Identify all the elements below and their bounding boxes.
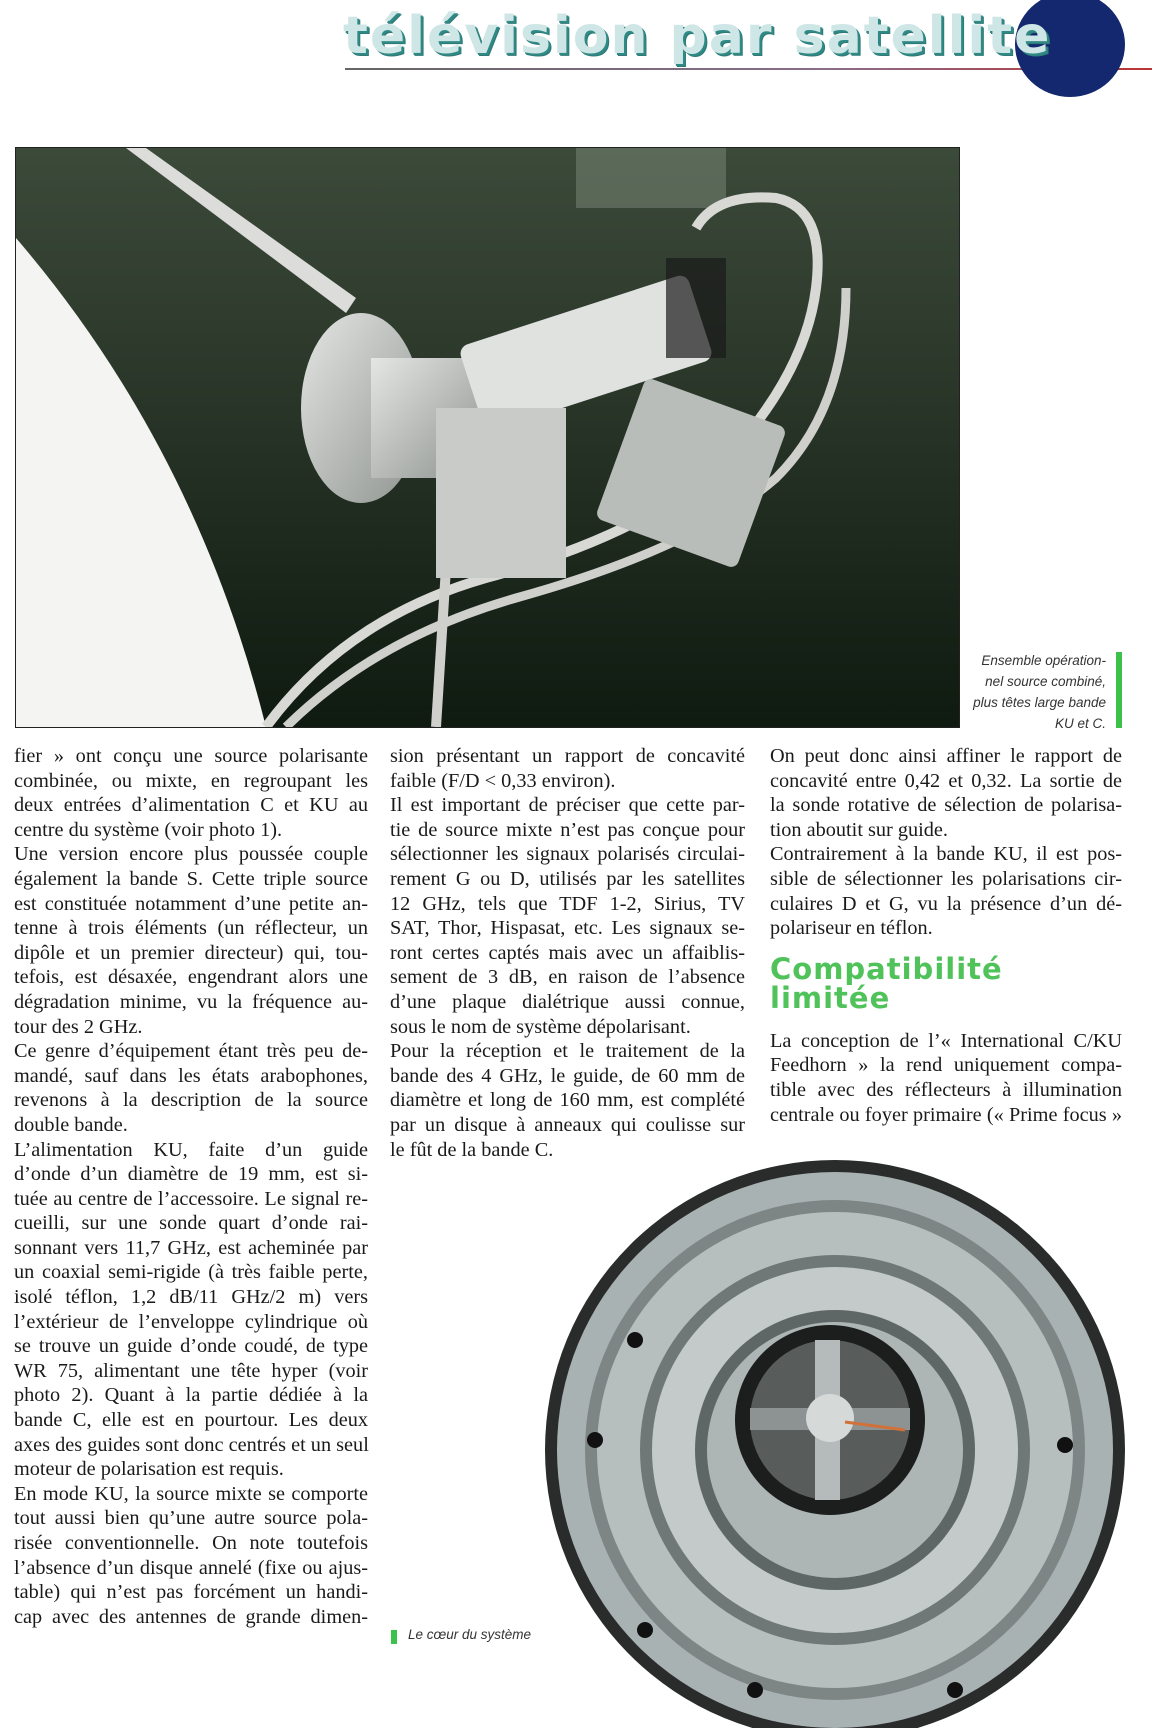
text-line: En mode KU, la source mixte se comporte — [14, 1482, 368, 1505]
text-line: cueilli, sur une sonde quart d’onde rai- — [14, 1212, 368, 1235]
text-line: combinée, ou mixte, en regroupant les — [14, 769, 368, 792]
paragraph — [390, 793, 745, 1039]
photo2-caption: Le cœur du système — [408, 1627, 532, 1642]
photo1-caption — [960, 650, 1106, 734]
text-line: isolé téflon, 1,2 dB/11 GHz/2 m) vers — [14, 1286, 368, 1309]
text-line: Il est important de préciser que cette par- — [390, 794, 745, 817]
text-line: tout aussi bien qu’une autre source pola- — [14, 1507, 368, 1530]
paragraph — [390, 744, 745, 793]
text-line: tuée au centre de l’accessoire. Le signal re- — [14, 1187, 368, 1210]
text-line: sonnant vers 11,7 GHz, est acheminée par — [14, 1236, 368, 1259]
text-line: sement de 3 dB, en raison de l’absence — [390, 966, 745, 989]
text-line: le fût de la bande C. — [390, 1138, 554, 1161]
paragraph — [14, 744, 368, 842]
text-line: revenons à la description de la source — [14, 1089, 368, 1112]
text-line: WR 75, alimentant une tête hyper (voir — [14, 1359, 368, 1382]
text-line: tion aboutit sur guide. — [770, 818, 949, 841]
text-line: Compatibilité — [770, 951, 1003, 986]
text-line: également la bande S. Cette triple source — [14, 867, 368, 890]
caption-line: KU et C. — [1054, 716, 1106, 731]
text-line: tour des 2 GHz. — [14, 1015, 143, 1038]
text-line: moteur de polarisation est requis. — [14, 1458, 284, 1481]
text-line: se trouve un guide d’onde coudé, de type — [14, 1335, 368, 1358]
text-line: axes des guides sont donc centrés et un seul — [14, 1433, 369, 1456]
text-line: La conception de l’« International C/KU — [770, 1029, 1122, 1052]
article-column-3 — [770, 744, 1122, 1127]
text-line: par un disque à anneaux qui coulisse sur — [390, 1113, 745, 1136]
section-heading — [770, 951, 1122, 1015]
text-line: culaires D et G, vu la présence d’un dé- — [770, 892, 1122, 915]
text-line: polariseur en téflon. — [770, 917, 933, 940]
text-line: dipôle et un premier directeur) qui, tou- — [14, 941, 368, 964]
text-line: photo 2). Quant à la partie dédiée à la — [14, 1384, 368, 1407]
paragraph — [14, 1039, 368, 1137]
text-line: cap avec des antennes de grande dimen- — [14, 1605, 368, 1628]
caption-accent-bar — [391, 1630, 397, 1644]
text-line: tie de source mixte n’est pas conçue pour — [390, 818, 745, 841]
photo-feedhorn-assembly — [15, 147, 960, 728]
text-line: sible de sélectionner les polarisations cir- — [770, 867, 1122, 890]
article-column-1 — [14, 744, 368, 1629]
text-line: concavité entre 0,42 et 0,32. La sortie de — [770, 769, 1122, 792]
text-line: table) qui n’est pas forcément un handi- — [14, 1581, 368, 1604]
text-line: bande des 4 GHz, le guide, de 60 mm de — [390, 1064, 745, 1087]
text-line: d’onde d’un diamètre de 19 mm, est si- — [14, 1163, 368, 1186]
text-line: L’alimentation KU, faite d’un guide — [14, 1138, 368, 1161]
text-line: l’absence d’un disque annelé (fixe ou ajus- — [14, 1556, 368, 1579]
text-line: double bande. — [14, 1113, 128, 1136]
text-line: faible (F/D < 0,33 environ). — [390, 769, 616, 792]
text-line: sélectionner les signaux polarisés circulai- — [390, 843, 745, 866]
text-line: sion présentant un rapport de concavité — [390, 745, 745, 767]
article-column-2 — [390, 744, 745, 1162]
text-line: Une version encore plus poussée couple — [14, 843, 368, 866]
text-line: Contrairement à la bande KU, il est pos- — [770, 843, 1122, 866]
text-line: limitée — [770, 980, 891, 1015]
text-line: Pour la réception et le traitement de la — [390, 1040, 745, 1063]
text-line: fier » ont conçu une source polarisante — [14, 745, 368, 767]
paragraph — [770, 842, 1122, 940]
text-line: risée conventionnelle. On note toutefois — [14, 1532, 368, 1554]
paragraph — [770, 744, 1122, 842]
text-line: bande C, elle est en pourtour. Les deux — [14, 1409, 368, 1432]
text-line: centrale ou foyer primaire (« Prime focus » — [770, 1103, 1122, 1126]
paragraph — [14, 1138, 368, 1482]
text-line: mandé, sauf dans les états arabophones, — [14, 1064, 368, 1087]
photo-feedhorn-core — [545, 1160, 1152, 1728]
text-line: 12 GHz, tels que TDF 1-2, Sirius, TV — [390, 892, 745, 915]
text-line: tenne à trois éléments (un réflecteur, un — [14, 917, 368, 940]
caption-line: plus têtes large bande — [973, 695, 1106, 710]
paragraph — [390, 1039, 745, 1162]
section-title: télévision par satellite — [343, 6, 1052, 66]
paragraph — [14, 1482, 368, 1630]
text-line: est constituée notamment d’une petite an- — [14, 892, 368, 915]
text-line: diamètre et long de 160 mm, est complété — [390, 1089, 745, 1112]
text-line: sous le nom de système dépolarisant. — [390, 1015, 691, 1038]
text-line: On peut donc ainsi affiner le rapport de — [770, 745, 1122, 767]
text-line: ront certes captés mais avec un affaiblis- — [390, 941, 745, 964]
text-line: Ce genre d’équipement étant très peu de- — [14, 1040, 368, 1063]
text-line: la sonde rotative de sélection de polarisa- — [770, 794, 1122, 817]
text-line: l’extérieur de l’enveloppe cylindrique où — [14, 1310, 368, 1333]
text-line: d’une plaque dialétrique aussi connue, — [390, 990, 745, 1013]
text-line: dégradation minime, vu la fréquence au- — [14, 990, 368, 1013]
text-line: un coaxial semi-rigide (à très faible perte, — [14, 1261, 368, 1284]
paragraph — [770, 1029, 1122, 1127]
text-line: tefois, est désaxée, engendrant alors une — [14, 966, 368, 989]
caption-line: Ensemble opération- — [981, 653, 1106, 668]
caption-line: nel source combiné, — [985, 674, 1106, 689]
paragraph — [14, 842, 368, 1039]
caption-accent-bar — [1116, 652, 1122, 728]
text-line: Feedhorn » la rend uniquement compa- — [770, 1054, 1122, 1077]
text-line: rement G ou D, utilisés par les satellites — [390, 867, 745, 890]
text-line: deux entrées d’alimentation C et KU au — [14, 794, 368, 817]
text-line: centre du système (voir photo 1). — [14, 818, 283, 841]
text-line: SAT, Thor, Hispasat, etc. Les signaux se- — [390, 917, 745, 940]
text-line: tible avec des réflecteurs à illumination — [770, 1078, 1122, 1101]
